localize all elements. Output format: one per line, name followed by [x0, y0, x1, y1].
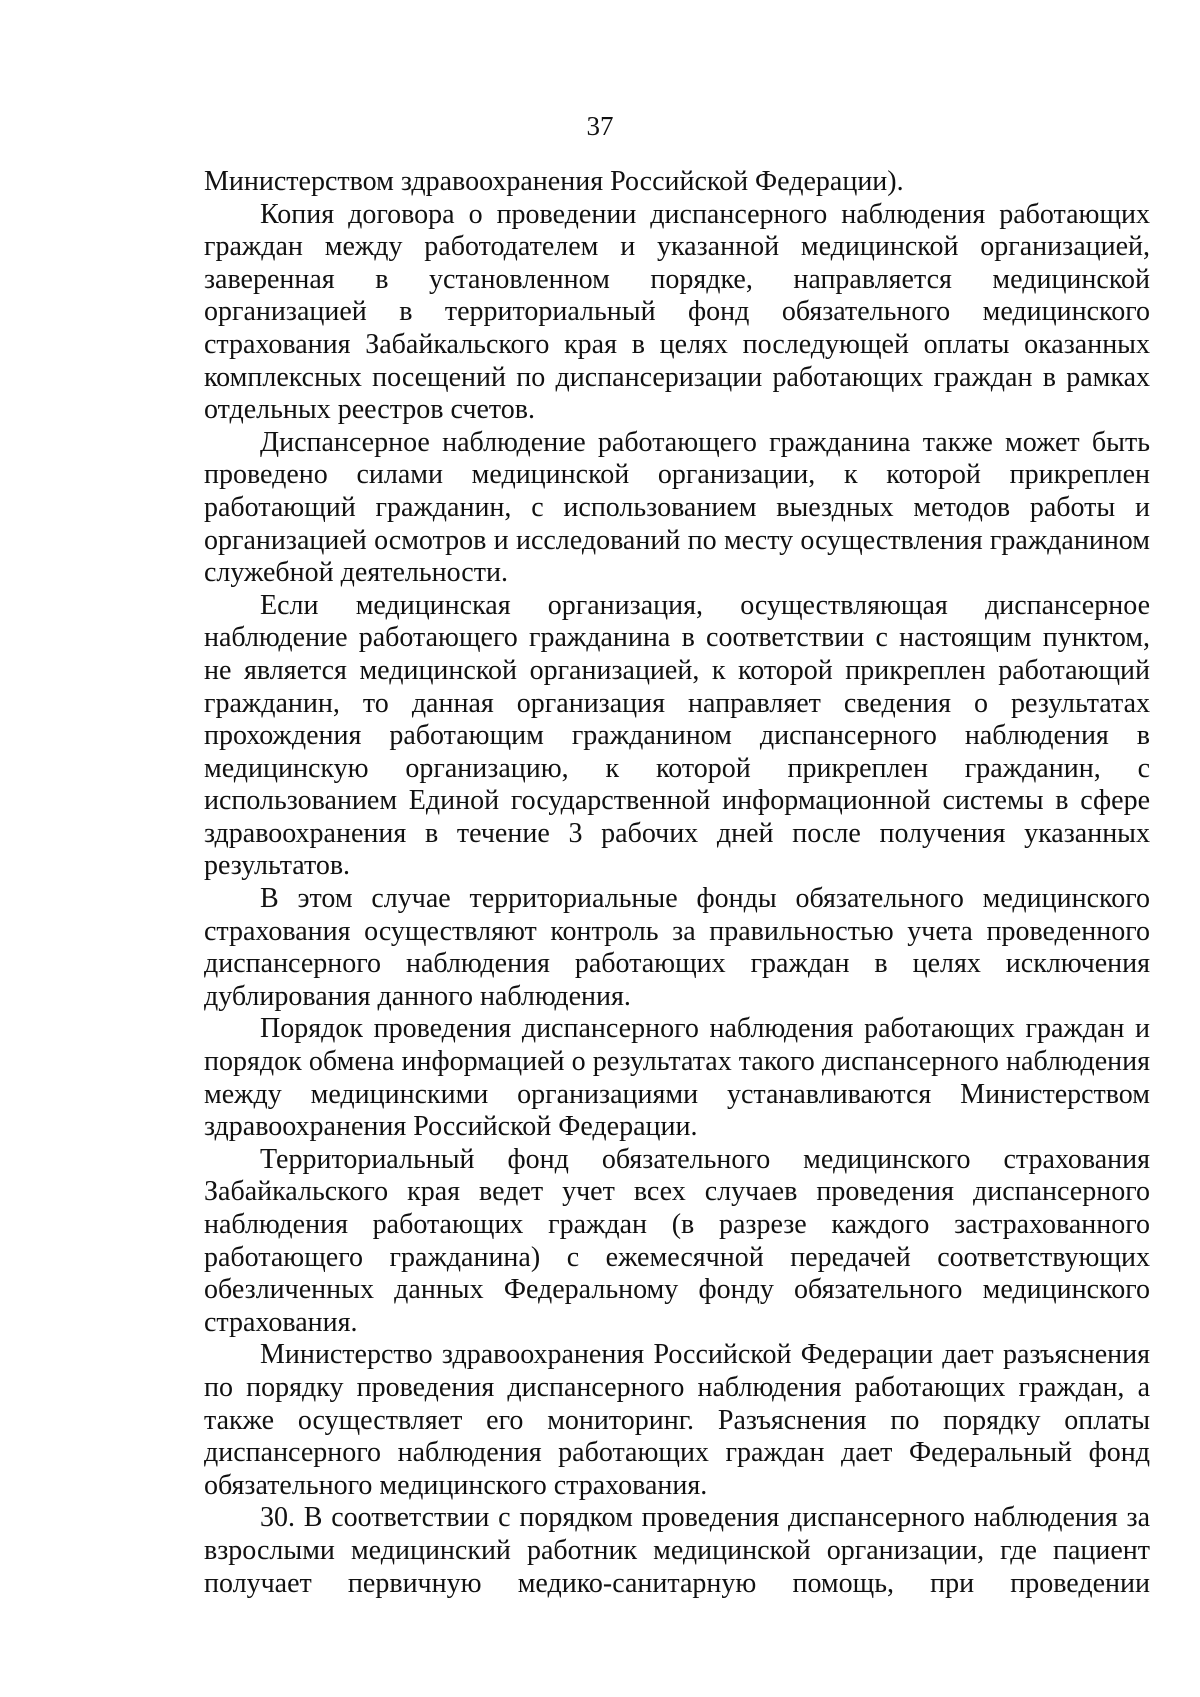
paragraph-contract-copy: Копия договора о проведении диспансерного наблюдения работающих граждан между работодателем и указанной медицинской организацией, заверенная в установленном порядке, направляется медицинской организацией в территориальный фонд обязательного медицинского страхования Забайкальского края в целях последующей оплаты оказанных комплексных посещений по диспансеризации работающих граждан в рамках отдельных реестров счетов.	[204, 198, 1150, 426]
paragraph-item-30: 30. В соответствии с порядком проведения диспансерного наблюдения за взрослыми медицинский работник медицинской организации, где пациент получает первичную медико-санитарную помощь, при проведении	[204, 1502, 1150, 1599]
paragraph-own-organization: Диспансерное наблюдение работающего гражданина также может быть проведено силами медицинской организации, к которой прикреплен работающий гражданин, с использованием выездных методов работы и организацией осмотров и исследований по месту осуществления гражданином служебной деятельности.	[204, 426, 1150, 589]
paragraph-territorial-fund: Территориальный фонд обязательного медицинского страхования Забайкальского края ведет учет всех случаев проведения диспансерного наблюдения работающих граждан (в разрезе каждого застрахованного работающего гражданина) с ежемесячной передачей соответствующих обезличенных данных Федеральному фонду обязательного медицинского страхования.	[204, 1143, 1150, 1338]
paragraph-ministry-clarifications: Министерство здравоохранения Российской Федерации дает разъяснения по порядку проведения диспансерного наблюдения работающих граждан, а также осуществляет его мониторинг. Разъяснения по порядку оплаты диспансерного наблюдения работающих граждан дает Федеральный фонд обязательного медицинского страхования.	[204, 1339, 1150, 1501]
page-number: 37	[586, 111, 614, 141]
paragraph-fund-control: В этом случае территориальные фонды обязательного медицинского страхования осуществляют контроль за правильностью учета проведенного диспансерного наблюдения работающих граждан в целях исключения дублирования данного наблюдения.	[204, 883, 1150, 1012]
document-body	[204, 166, 1150, 1600]
paragraph-other-organization: Если медицинская организация, осуществляющая диспансерное наблюдение работающего гражданина в соответствии с настоящим пунктом, не является медицинской организацией, к которой прикреплен работающий гражданин, то данная организация направляет сведения о результатах прохождения работающим гражданином диспансерного наблюдения в медицинскую организацию, к которой прикреплен гражданин, с использованием Единой государственной информационной системы в сфере здравоохранения в течение 3 рабочих дней после получения указанных результатов.	[204, 589, 1150, 882]
paragraph-procedure: Порядок проведения диспансерного наблюдения работающих граждан и порядок обмена информацией о результатах такого диспансерного наблюдения между медицинскими организациями устанавливаются Министерством здравоохранения Российской Федерации.	[204, 1013, 1150, 1143]
paragraph-continuation: Министерством здравоохранения Российской Федерации).	[204, 166, 904, 197]
